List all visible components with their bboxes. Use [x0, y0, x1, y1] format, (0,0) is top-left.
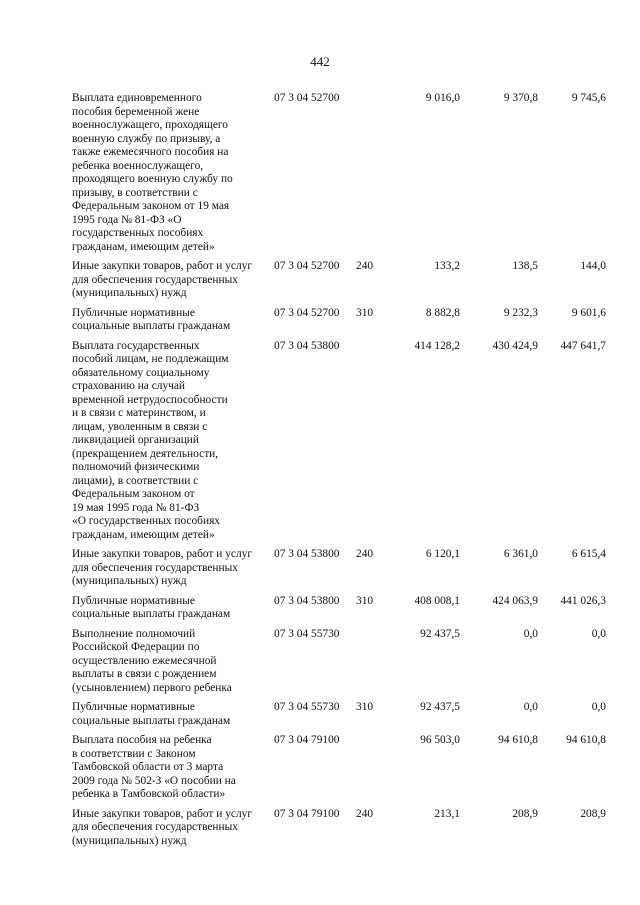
table-row — [72, 307, 612, 334]
row-value-year-1: 414 128,2 — [414, 339, 460, 352]
row-name: Публичные нормативные социальные выплаты гражданам — [72, 594, 231, 620]
row-value-year-2: 94 610,8 — [498, 734, 538, 746]
row-code: 07 3 04 52700 — [274, 306, 340, 319]
table-row — [72, 340, 612, 543]
row-value-year-1: 92 437,5 — [420, 701, 460, 713]
row-value-year-2: 0,0 — [523, 701, 538, 713]
table-row — [72, 260, 612, 301]
row-value-year-1: 96 503,0 — [420, 734, 460, 746]
row-code: 07 3 04 53800 — [274, 548, 340, 560]
row-value-year-3: 0,0 — [591, 701, 606, 713]
row-value-year-3: 6 615,4 — [571, 548, 606, 560]
row-value-year-2: 9 370,8 — [503, 92, 538, 104]
row-value-year-1: 92 437,5 — [420, 627, 460, 640]
row-name: Иные закупки товаров, работ и услуг для обеспечения государственных (муниципальных) нужд — [72, 548, 253, 587]
row-value-year-3: 144,0 — [580, 260, 606, 272]
row-code: 07 3 04 53800 — [274, 339, 340, 352]
row-code: 07 3 04 79100 — [274, 807, 340, 820]
table-row — [72, 808, 612, 849]
row-value-year-1: 133,2 — [434, 260, 460, 272]
row-code: 07 3 04 55730 — [274, 701, 340, 713]
budget-table — [72, 92, 612, 854]
table-row — [72, 701, 612, 728]
row-value-year-2: 138,5 — [512, 260, 538, 272]
row-expense-type: 240 — [356, 260, 374, 272]
row-expense-type: 310 — [356, 306, 374, 319]
row-value-year-2: 6 361,0 — [503, 548, 538, 560]
row-value-year-3: 0,0 — [591, 627, 606, 640]
row-expense-type: 240 — [356, 548, 374, 560]
row-name: Выплата единовременного пособия беременной жене военнослужащего, проходящего военную службу по призыву, а также ежемесячного пособия на ребенка военнослужащего, проходящего военную службу по призыву, в соответствии с Федеральным законом от 19 мая 1995 года № 81-ФЗ «О государственных пособиях гражданам, имеющим детей» — [72, 92, 233, 253]
table-row — [72, 628, 612, 696]
row-value-year-3: 441 026,3 — [560, 594, 606, 607]
row-expense-type: 310 — [356, 594, 374, 607]
row-code: 07 3 04 53800 — [274, 594, 340, 607]
row-name: Выплата государственных пособий лицам, не подлежащим обязательному социальному страхованию на случай временной нетрудоспособности и в связи с материнством, и лицам, уволенным в связи с ликвидацией организаций (прекращением деятельности, полномочий физическими лицами), в соответствии с Федеральным законом от 19 мая 1995 года № 81-ФЗ «О государственных пособиях гражданам, имеющим детей» — [72, 339, 229, 541]
row-value-year-2: 0,0 — [523, 627, 538, 640]
row-value-year-3: 9 745,6 — [571, 92, 606, 104]
row-value-year-1: 213,1 — [434, 807, 460, 820]
row-code: 07 3 04 52700 — [274, 260, 340, 272]
page-number: 442 — [310, 54, 330, 69]
row-code: 07 3 04 52700 — [274, 92, 340, 104]
row-expense-type: 310 — [356, 701, 374, 713]
row-name: Иные закупки товаров, работ и услуг для обеспечения государственных (муниципальных) нужд — [72, 807, 253, 847]
row-value-year-1: 6 120,1 — [425, 548, 460, 560]
row-value-year-3: 208,9 — [580, 807, 606, 820]
row-code: 07 3 04 79100 — [274, 734, 340, 746]
row-value-year-3: 447 641,7 — [560, 339, 606, 352]
row-value-year-2: 430 424,9 — [492, 339, 538, 352]
row-code: 07 3 04 55730 — [274, 627, 340, 640]
row-value-year-2: 9 232,3 — [503, 306, 538, 319]
row-name: Выплата пособия на ребенка в соответствии с Законом Тамбовской области от 3 марта 2009 года № 502-З «О пособии на ребенка в Тамбовской области» — [72, 734, 236, 800]
row-value-year-1: 8 882,8 — [425, 306, 460, 319]
table-row — [72, 92, 612, 254]
row-value-year-1: 408 008,1 — [414, 594, 460, 607]
row-name: Публичные нормативные социальные выплаты гражданам — [72, 701, 231, 727]
row-value-year-2: 424 063,9 — [492, 594, 538, 607]
row-expense-type: 240 — [356, 807, 374, 820]
row-value-year-3: 9 601,6 — [571, 306, 606, 319]
row-name: Выполнение полномочий Российской Федерации по осуществлению ежемесячной выплаты в связи с рождением (усыновлением) первого ребенка — [72, 627, 232, 694]
table-row — [72, 548, 612, 589]
row-name: Иные закупки товаров, работ и услуг для обеспечения государственных (муниципальных) нужд — [72, 260, 253, 299]
row-value-year-1: 9 016,0 — [425, 92, 460, 104]
table-row — [72, 595, 612, 622]
row-value-year-3: 94 610,8 — [566, 734, 606, 746]
row-name: Публичные нормативные социальные выплаты гражданам — [72, 306, 231, 332]
table-row — [72, 734, 612, 802]
row-value-year-2: 208,9 — [512, 807, 538, 820]
